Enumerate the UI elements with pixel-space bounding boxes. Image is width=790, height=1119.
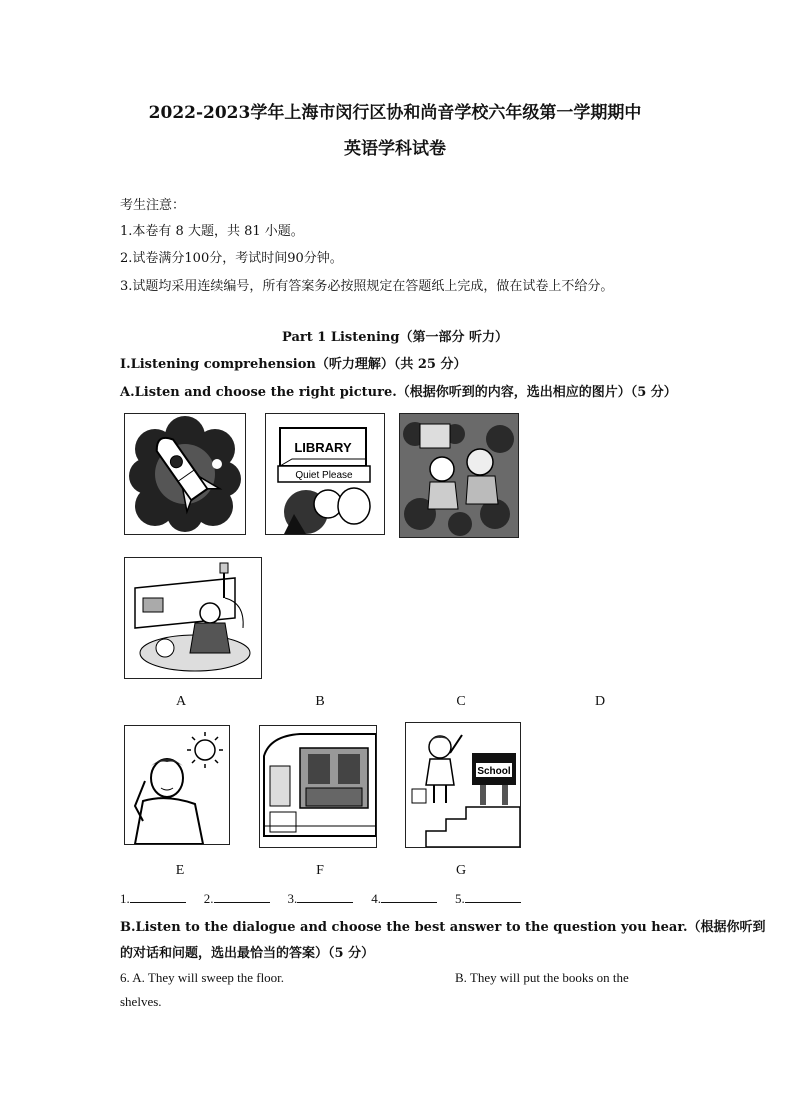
blank-number: 2. xyxy=(203,891,214,906)
section-b-instruction-line2: 的对话和问题，选出最恰当的答案）（5 分） xyxy=(120,946,375,961)
vehicle-illustration xyxy=(260,726,376,847)
library-sign-text: LIBRARY xyxy=(294,440,352,455)
answer-blanks xyxy=(120,890,539,907)
label-f: F xyxy=(316,863,324,878)
label-a: A xyxy=(175,694,187,709)
hot-weather-illustration xyxy=(125,726,229,844)
rocket-illustration xyxy=(125,414,245,534)
section-a-instruction: A.Listen and choose the right picture.（根据你听到的内容，选出相应的图片）（5 分） xyxy=(120,385,677,400)
answer-blank-1[interactable] xyxy=(130,890,186,903)
picture-g-school[interactable] xyxy=(405,722,521,848)
room-illustration xyxy=(125,558,261,678)
answer-blank-5[interactable] xyxy=(465,890,521,903)
q6-option-a[interactable]: 6. A. They will sweep the floor. xyxy=(120,970,285,985)
page-title-line2: 英语学科试卷 xyxy=(344,139,446,159)
q6-option-b-continued: shelves. xyxy=(120,994,162,1009)
picture-c-outdoor[interactable] xyxy=(399,413,519,538)
label-g: G xyxy=(455,863,467,878)
quiet-please-text: Quiet Please xyxy=(295,470,353,481)
notes-header: 考生注意： xyxy=(120,198,186,213)
answer-blank-3[interactable] xyxy=(297,890,353,903)
label-e: E xyxy=(175,863,185,878)
note-item: 2.试卷满分100分，考试时间90分钟。 xyxy=(120,251,343,266)
picture-f-vehicle[interactable] xyxy=(259,725,377,848)
blank-number: 5. xyxy=(455,891,465,906)
note-item: 3.试题均采用连续编号，所有答案务必按照规定在答题纸上完成，做在试卷上不给分。 xyxy=(120,279,614,294)
picture-b-library[interactable] xyxy=(265,413,385,535)
section-listening-comprehension: Ⅰ.Listening comprehension（听力理解）（共 25 分） xyxy=(120,357,467,372)
note-item: 1.本卷有 8 大题，共 81 小题。 xyxy=(120,224,304,239)
picture-a-rocket[interactable] xyxy=(124,413,246,535)
answer-blank-2[interactable] xyxy=(214,890,270,903)
picture-e-hot-weather[interactable] xyxy=(124,725,230,845)
page-title-line1: 2022-2023学年上海市闵行区协和尚音学校六年级第一学期期中 xyxy=(148,103,642,123)
section-b-instruction-line1: B.Listen to the dialogue and choose the best answer to the question you hear.（根据你听到 xyxy=(120,920,766,935)
school-illustration xyxy=(406,723,520,847)
blank-number: 4. xyxy=(371,891,381,906)
outdoor-illustration xyxy=(400,414,518,537)
q6-option-b[interactable]: B. They will put the books on the xyxy=(455,970,629,985)
picture-d-room[interactable] xyxy=(124,557,262,679)
blank-number: 3. xyxy=(287,891,298,906)
label-d: D xyxy=(594,694,606,709)
label-b: B xyxy=(315,694,325,709)
part1-heading: Part 1 Listening（第一部分 听力） xyxy=(282,330,508,345)
school-sign-text: School xyxy=(477,766,511,777)
answer-blank-4[interactable] xyxy=(381,890,437,903)
library-illustration xyxy=(266,414,384,534)
blank-number: 1. xyxy=(120,891,130,906)
label-c: C xyxy=(456,694,466,709)
